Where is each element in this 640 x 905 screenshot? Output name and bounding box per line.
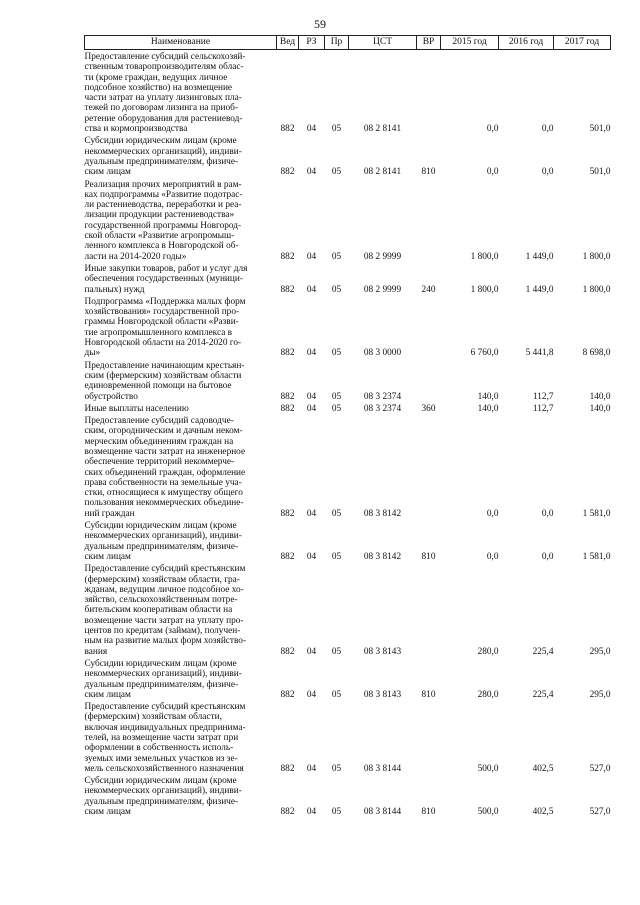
name-line: Предоставление субсидий крестьянским — [84, 702, 246, 713]
cell-2016: 0,0 — [541, 124, 554, 135]
cell-2015: 1 800,0 — [470, 251, 499, 262]
table-row — [85, 562, 611, 657]
cell-cst: 08 2 9999 — [363, 284, 402, 295]
cell-2017: 295,0 — [589, 646, 611, 657]
cell-2016: 112,7 — [532, 391, 554, 402]
name-line: ским, огородническим и дачным неком- — [84, 426, 243, 437]
cell-2015: 6 760,0 — [470, 348, 499, 359]
name-line: (фермерским) хозяйствам области, — [84, 712, 222, 723]
cell-name — [85, 519, 277, 562]
cell-rz: 04 — [306, 551, 317, 562]
cell-2016: 112,7 — [532, 403, 554, 414]
name-line: некоммерческих организаций), индиви- — [84, 531, 242, 542]
table-row — [85, 402, 611, 414]
cell-2017: 1 581,0 — [582, 551, 611, 562]
cell-rz: 04 — [306, 167, 317, 178]
cell-rz: 04 — [306, 763, 317, 774]
name-line: обеспечения государственных (муници- — [84, 274, 243, 285]
name-line: ды» — [84, 348, 101, 359]
name-line: Иные выплаты населению — [84, 403, 189, 414]
cell-ved: 882 — [280, 551, 295, 562]
name-line: (фермерским) хозяйствам области, гра- — [84, 574, 240, 585]
cell-ved: 882 — [280, 763, 295, 774]
cell-pr: 05 — [331, 167, 342, 178]
table-row — [85, 657, 611, 700]
cell-name — [85, 359, 277, 402]
cell-cst: 08 3 8144 — [363, 807, 402, 818]
name-line: телей, на возмещение части затрат при — [84, 733, 239, 743]
name-line: Реализация прочих мероприятий в рам- — [84, 179, 242, 190]
name-line: зяйство, сельскохозяйственным потре- — [84, 595, 238, 606]
cell-vr — [417, 50, 441, 135]
name-line: центов по кредитам (займам), получен- — [84, 626, 241, 637]
name-line: дуальным предпринимателям, физиче- — [84, 541, 239, 552]
name-line: Предоставление субсидий садоводче- — [84, 416, 234, 427]
cell-pr: 05 — [331, 646, 342, 657]
name-line: мерческим объединениям граждан на — [84, 436, 234, 447]
cell-2016: 0,0 — [541, 551, 554, 562]
name-line: единовременной помощи на бытовое — [84, 381, 232, 392]
table-row — [85, 414, 611, 519]
cell-cst: 08 3 2374 — [363, 403, 402, 414]
name-line: ли растениеводства, переработки и реа- — [84, 200, 242, 211]
name-line: Предоставление начинающим крестьян- — [84, 360, 245, 371]
name-line: дуальным предпринимателям, физиче- — [84, 796, 239, 807]
name-line: ленного комплекса в Новгородской об- — [84, 241, 239, 252]
cell-2016: 402,5 — [532, 807, 554, 818]
cell-vr — [417, 562, 441, 657]
cell-vr — [417, 295, 441, 359]
cell-pr: 05 — [331, 284, 342, 295]
cell-cst: 08 2 8141 — [363, 167, 402, 178]
cell-pr: 05 — [331, 551, 342, 562]
name-line: государственной программы Новгород- — [84, 220, 242, 231]
name-line: ний граждан — [84, 508, 135, 519]
cell-name — [85, 657, 277, 700]
cell-rz: 04 — [306, 508, 317, 519]
header-2017: 2017 год — [554, 36, 611, 50]
table-row — [85, 134, 611, 177]
name-line: ным на развитие малых форм хозяйство- — [84, 636, 247, 647]
cell-pr: 05 — [331, 807, 342, 818]
name-line: лизации продукции растениеводства» — [84, 210, 235, 221]
cell-rz: 04 — [306, 251, 317, 262]
cell-cst: 08 3 2374 — [363, 391, 402, 402]
cell-cst: 08 3 8143 — [363, 646, 402, 657]
cell-ved: 882 — [280, 508, 295, 519]
page-number: 59 — [314, 17, 326, 31]
name-line: ства и кормопроизводства — [84, 124, 188, 135]
cell-2015: 500,0 — [477, 763, 499, 774]
cell-2017: 140,0 — [589, 391, 611, 402]
name-line: хозяйствования» государственной про- — [84, 307, 240, 318]
cell-cst: 08 3 8142 — [363, 551, 402, 562]
cell-2017: 1 800,0 — [582, 251, 611, 262]
header-name: Наименование — [85, 36, 277, 50]
name-line: некоммерческих организаций), индиви- — [84, 146, 242, 157]
header-cst: ЦСТ — [349, 36, 417, 50]
cell-pr: 05 — [331, 689, 342, 700]
cell-cst: 08 2 8141 — [363, 124, 402, 135]
cell-name — [85, 774, 277, 817]
table-row — [85, 519, 611, 562]
cell-ved: 882 — [280, 251, 295, 262]
cell-name — [85, 402, 277, 414]
cell-rz: 04 — [306, 391, 317, 402]
name-line: зуемых ими земельных участков из зе- — [84, 753, 238, 764]
cell-cst: 08 3 8142 — [363, 508, 402, 519]
name-line: мель сельскохозяйственного назначения — [84, 763, 244, 774]
cell-2016: 225,4 — [532, 689, 554, 700]
cell-vr — [417, 178, 441, 262]
cell-ved: 882 — [280, 124, 295, 135]
name-line: Предоставление субсидий крестьянским — [84, 564, 246, 575]
cell-2017: 140,0 — [589, 403, 611, 414]
table-row — [85, 178, 611, 262]
cell-2016: 0,0 — [541, 167, 554, 178]
cell-vr: 810 — [421, 167, 436, 178]
cell-pr: 05 — [331, 124, 342, 135]
name-line: возмещение части затрат на инженерное — [84, 446, 246, 457]
cell-cst: 08 3 8143 — [363, 689, 402, 700]
name-line: некоммерческих организаций), индиви- — [84, 669, 242, 680]
name-line: ти (кроме граждан, ведущих личное — [84, 72, 228, 83]
name-line: жданам, ведущим личное подсобное хо- — [84, 584, 244, 595]
cell-2017: 501,0 — [589, 124, 611, 135]
cell-2015: 0,0 — [486, 508, 499, 519]
name-line: ских объединений граждан, оформление — [84, 467, 246, 478]
name-line: ретение оборудования для растениевод- — [84, 113, 243, 124]
cell-ved: 882 — [280, 807, 295, 818]
cell-name — [85, 262, 277, 295]
name-line: граммы Новгородской области «Разви- — [84, 317, 239, 328]
name-line: Иные закупки товаров, работ и услуг для — [84, 263, 248, 274]
name-line: ственным товаропроизводителям облас- — [84, 62, 244, 73]
table-row — [85, 50, 611, 135]
cell-pr: 05 — [331, 251, 342, 262]
cell-pr: 05 — [331, 348, 342, 359]
cell-2017: 1 800,0 — [582, 284, 611, 295]
name-line: вания — [84, 646, 108, 657]
name-line: бительским кооперативам области на — [84, 605, 233, 616]
cell-ved: 882 — [280, 284, 295, 295]
table-body — [85, 50, 611, 818]
cell-ved: 882 — [280, 391, 295, 402]
cell-2015: 0,0 — [486, 551, 499, 562]
cell-name — [85, 700, 277, 774]
cell-ved: 882 — [280, 167, 295, 178]
name-line: Предоставление субсидий сельскохозяй- — [84, 52, 246, 62]
name-line: ским лицам — [84, 807, 131, 818]
cell-vr — [417, 700, 441, 774]
cell-2016: 0,0 — [541, 508, 554, 519]
name-line: пользования некоммерческих объедине- — [84, 498, 244, 509]
cell-vr: 810 — [421, 807, 436, 818]
name-line: включая индивидуальных предпринима- — [84, 722, 246, 733]
cell-vr: 810 — [421, 689, 436, 700]
name-line: Субсидии юридическим лицам (кроме — [84, 521, 237, 532]
cell-rz: 04 — [306, 124, 317, 135]
header-2015: 2015 год — [441, 36, 499, 50]
name-line: ским лицам — [84, 167, 131, 178]
cell-rz: 04 — [306, 403, 317, 414]
name-line: ласти на 2014-2020 годы» — [84, 251, 187, 262]
name-line: Субсидии юридическим лицам (кроме — [84, 658, 237, 669]
cell-name — [85, 295, 277, 359]
cell-vr — [417, 414, 441, 519]
name-line: стки, относящиеся к имуществу общего — [84, 488, 243, 499]
table-row — [85, 359, 611, 402]
name-line: некоммерческих организаций), индиви- — [84, 786, 242, 797]
name-line: обустройство — [84, 391, 138, 402]
cell-2017: 527,0 — [589, 763, 611, 774]
cell-2016: 225,4 — [532, 646, 554, 657]
cell-cst: 08 3 0000 — [363, 348, 402, 359]
cell-cst: 08 2 9999 — [363, 251, 402, 262]
cell-2015: 280,0 — [477, 689, 499, 700]
table-row — [85, 262, 611, 295]
cell-name — [85, 50, 277, 135]
cell-2016: 5 441,8 — [525, 348, 554, 359]
cell-2015: 0,0 — [486, 124, 499, 135]
header-vr: ВР — [417, 36, 441, 50]
header-ved: Вед — [277, 36, 299, 50]
cell-rz: 04 — [306, 646, 317, 657]
cell-2015: 140,0 — [477, 391, 499, 402]
name-line: ской области «Развитие агропромыш- — [84, 231, 235, 242]
cell-pr: 05 — [331, 391, 342, 402]
cell-pr: 05 — [331, 763, 342, 774]
name-line: Новгородской области на 2014-2020 го- — [84, 338, 242, 349]
name-line: части затрат на уплату лизинговых пла- — [84, 93, 242, 104]
cell-2015: 280,0 — [477, 646, 499, 657]
cell-2015: 1 800,0 — [470, 284, 499, 295]
table-row — [85, 774, 611, 817]
cell-vr: 360 — [421, 403, 436, 414]
cell-ved: 882 — [280, 348, 295, 359]
header-rz: РЗ — [299, 36, 325, 50]
name-line: Субсидии юридическим лицам (кроме — [84, 136, 237, 147]
name-line: Субсидии юридическим лицам (кроме — [84, 776, 237, 787]
cell-2017: 501,0 — [589, 167, 611, 178]
cell-2015: 500,0 — [477, 807, 499, 818]
cell-2016: 1 449,0 — [525, 284, 554, 295]
cell-2017: 8 698,0 — [582, 348, 611, 359]
name-line: тежей по договорам лизинга на приоб- — [84, 103, 238, 114]
cell-name — [85, 134, 277, 177]
cell-ved: 882 — [280, 403, 295, 414]
cell-2016: 1 449,0 — [525, 251, 554, 262]
cell-ved: 882 — [280, 646, 295, 657]
cell-name — [85, 414, 277, 519]
cell-rz: 04 — [306, 689, 317, 700]
cell-2017: 295,0 — [589, 689, 611, 700]
cell-pr: 05 — [331, 403, 342, 414]
name-line: Подпрограмма «Поддержка малых форм — [84, 296, 246, 307]
cell-name — [85, 562, 277, 657]
cell-name — [85, 178, 277, 262]
cell-pr: 05 — [331, 508, 342, 519]
cell-rz: 04 — [306, 348, 317, 359]
name-line: ским лицам — [84, 551, 131, 562]
name-line: дуальным предпринимателям, физиче- — [84, 156, 239, 167]
name-line: права собственности на земельные уча- — [84, 477, 242, 488]
cell-rz: 04 — [306, 284, 317, 295]
table-row — [85, 295, 611, 359]
cell-2017: 527,0 — [589, 807, 611, 818]
header-pr: Пр — [325, 36, 349, 50]
name-line: пальных) нужд — [84, 284, 145, 295]
name-line: ским (фермерским) хозяйствам области — [84, 370, 242, 381]
name-line: ским лицам — [84, 689, 131, 700]
cell-ved: 882 — [280, 689, 295, 700]
header-row — [85, 36, 611, 50]
cell-2015: 0,0 — [486, 167, 499, 178]
cell-vr — [417, 359, 441, 402]
cell-vr: 810 — [421, 551, 436, 562]
budget-table — [84, 35, 611, 817]
name-line: обеспечение территорий некоммерче- — [84, 457, 235, 468]
header-2016: 2016 год — [499, 36, 554, 50]
cell-2016: 402,5 — [532, 763, 554, 774]
cell-vr: 240 — [421, 284, 436, 295]
name-line: возмещение части затрат на уплату про- — [84, 615, 244, 626]
name-line: тие агропромышленного комплекса в — [84, 327, 233, 338]
name-line: подсобное хозяйство) на возмещение — [84, 82, 233, 93]
cell-2017: 1 581,0 — [582, 508, 611, 519]
name-line: ках подпрограммы «Развитие подотрас- — [84, 189, 243, 200]
table-row — [85, 700, 611, 774]
cell-rz: 04 — [306, 807, 317, 818]
cell-2015: 140,0 — [477, 403, 499, 414]
cell-cst: 08 3 8144 — [363, 763, 402, 774]
name-line: дуальным предпринимателям, физиче- — [84, 679, 239, 690]
name-line: оформлении в собственность исполь- — [84, 743, 234, 754]
